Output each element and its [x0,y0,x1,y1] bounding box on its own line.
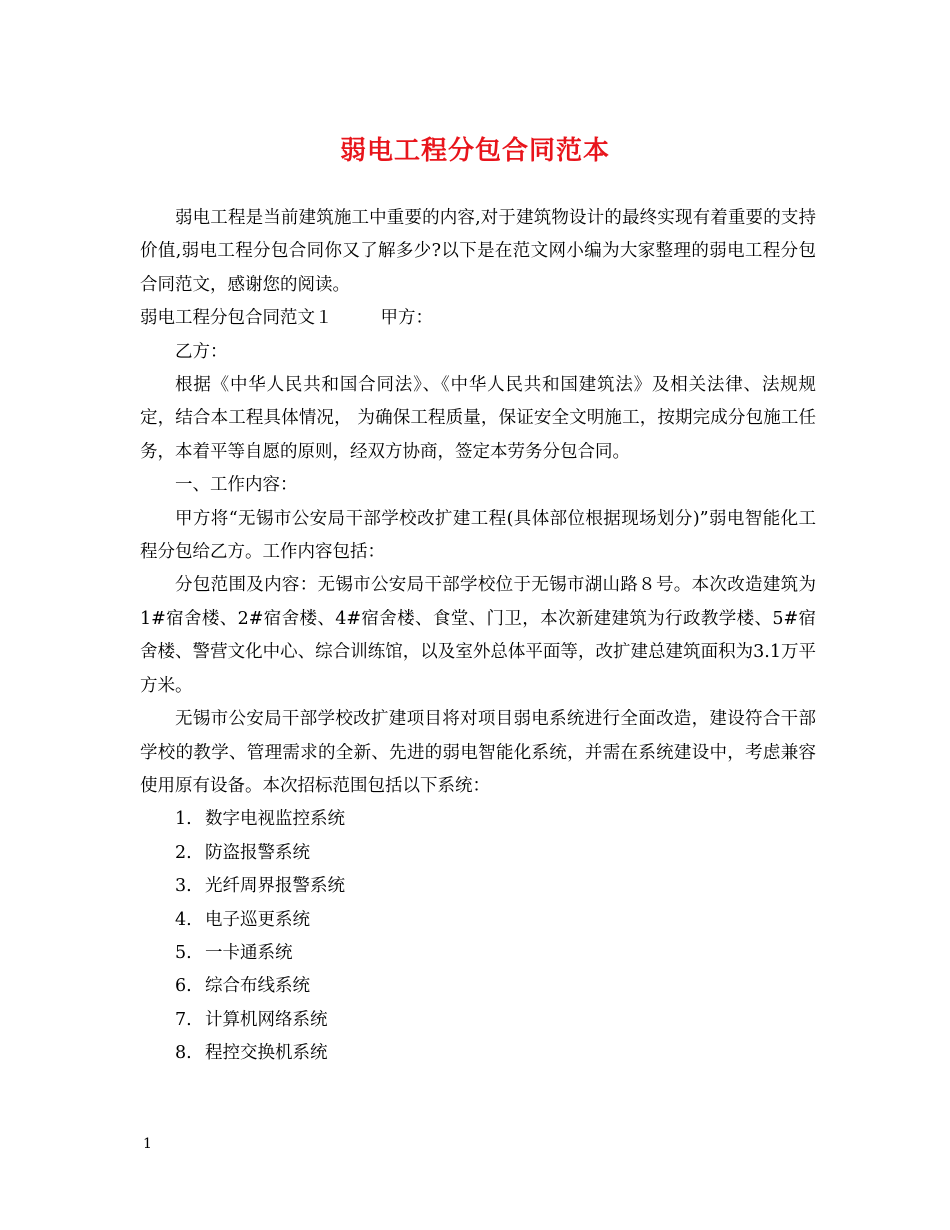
list-item-label: 防盗报警系统 [205,842,310,863]
list-item-number: 3. [175,876,192,897]
list-item [140,837,816,870]
list-item [140,904,816,937]
list-item-number: 2. [175,842,192,863]
list-item-number: 7. [175,1009,192,1030]
list-item-label: 综合布线系统 [205,976,310,997]
list-item-number: 8. [175,1043,192,1064]
list-item-label: 电子巡更系统 [205,909,310,930]
list-item-number: 4. [175,909,192,930]
project-description-paragraph: 无锡市公安局干部学校改扩建项目将对项目弱电系统进行全面改造，建设符合干部学校的教学、管理需求的全新、先进的弱电智能化系统，并需在系统建设中，考虑兼容使用原有设备。本次招标范围包括以下系统： [140,709,816,796]
list-item-number: 6. [175,976,192,997]
list-item-number: 5. [175,942,192,963]
list-item [140,1037,816,1070]
list-item-label: 数字电视监控系统 [205,809,345,830]
sample-heading: 弱电工程分包合同范文１ [140,308,333,329]
list-item-label: 一卡通系统 [205,942,293,963]
list-item-label: 计算机网络系统 [205,1009,328,1030]
systems-list [140,803,816,1070]
intro-paragraph: 弱电工程是当前建筑施工中重要的内容,对于建筑物设计的最终实现有着重要的支持价值,弱电工程分包合同你又了解多少?以下是在范文网小编为大家整理的弱电工程分包合同范文，感谢您的阅读。 [140,208,816,295]
section-one-heading: 一、工作内容： [175,475,298,496]
list-item [140,937,816,970]
document-body [140,202,816,1071]
list-item-number: 1. [175,809,192,830]
scope-paragraph: 分包范围及内容：无锡市公安局干部学校位于无锡市湖山路８号。本次改造建筑为1#宿舍楼、2#宿舍楼、4#宿舍楼、食堂、门卫，本次新建建筑为行政教学楼、5#宿舍楼、警营文化中心、综合训练馆，以及室外总体平面等，改扩建总建筑面积为3.1万平方米。 [140,575,816,696]
page-number: 1 [143,1136,152,1152]
list-item [140,1004,816,1037]
list-item [140,970,816,1003]
document-title: 弱电工程分包合同范本 [339,136,610,166]
list-item [140,803,816,836]
work-assignment-paragraph: 甲方将“无锡市公安局干部学校改扩建工程(具体部位根据现场划分)”弱电智能化工程分包给乙方。工作内容包括： [140,508,816,563]
party-b-label: 乙方： [175,341,228,362]
sample-heading-line [140,302,816,335]
basis-paragraph: 根据《中华人民共和国合同法》、《中华人民共和国建筑法》及相关法律、法规规定，结合本工程具体情况， 为确保工程质量，保证安全文明施工，按期完成分包施工任务，本着平等自愿的原则，经双方协商，签定本劳务分包合同。 [140,375,816,462]
party-a-label: 甲方： [380,308,433,329]
list-item-label: 光纤周界报警系统 [205,876,345,897]
list-item [140,870,816,903]
list-item-label: 程控交换机系统 [205,1043,328,1064]
